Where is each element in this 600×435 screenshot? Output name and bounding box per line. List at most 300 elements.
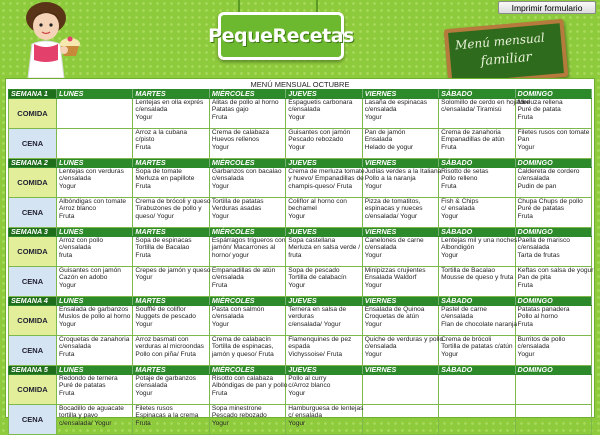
- dish-line: Yogur: [135, 113, 153, 121]
- menu-cell[interactable]: [209, 267, 285, 297]
- menu-cell[interactable]: [133, 375, 209, 405]
- week-header-row: [9, 297, 592, 306]
- dish-line: Yogur: [364, 251, 382, 259]
- menu-cell[interactable]: [362, 405, 438, 435]
- menu-cell[interactable]: [515, 306, 591, 336]
- week-label: SEMANA 5: [9, 366, 57, 375]
- menu-cell[interactable]: [515, 375, 591, 405]
- dish-line: Fruta: [135, 182, 151, 190]
- menu-cell[interactable]: [439, 267, 515, 297]
- dish-line: Tarta de frutas: [517, 251, 560, 259]
- dish-line: Crema de merluza tomate: [288, 168, 365, 175]
- dish-line: Fruta: [59, 212, 75, 220]
- dish-line: Yogur: [517, 143, 535, 151]
- dish-line: Vichyssoise/ Fruta: [288, 350, 343, 358]
- dish-line: Arroz a la cubana: [135, 129, 188, 136]
- dish-line: Yogur: [211, 143, 229, 151]
- dish-line: Pan de jamón: [364, 129, 406, 136]
- dish-line: fruta: [288, 251, 302, 259]
- dish-line: Fruta: [517, 320, 533, 328]
- dish-line: Tortilla de espinacas,: [211, 343, 274, 351]
- menu-cell[interactable]: [209, 237, 285, 267]
- menu-cell[interactable]: [362, 306, 438, 336]
- dish-line: Huevos rellenos: [211, 136, 260, 144]
- day-header: SÁBADO: [439, 159, 515, 168]
- dish-line: Pollo relleno: [441, 175, 478, 183]
- dish-line: espinacas y nueces: [364, 205, 423, 213]
- dish-line: Yogur: [211, 419, 229, 427]
- dish-line: Tortilla de Bacalao: [135, 244, 190, 252]
- menu-cell[interactable]: [439, 405, 515, 435]
- dish-line: c/ensalada: [441, 313, 474, 321]
- dish-line: Crema de calabaza: [211, 129, 270, 136]
- dish-line: Yogur: [364, 350, 382, 358]
- dish-line: c/ensalada: [59, 175, 91, 183]
- dish-line: Guisantes con jamón: [288, 129, 351, 136]
- dish-line: c/ensalada: [364, 343, 397, 351]
- dish-line: Crema de zanahoria: [441, 129, 501, 136]
- menu-cell[interactable]: [362, 336, 444, 366]
- day-header: DOMINGO: [515, 297, 591, 306]
- day-header: MARTES: [133, 90, 209, 99]
- menu-cell[interactable]: [209, 99, 285, 129]
- dish-line: Fruta: [59, 389, 75, 397]
- day-header: DOMINGO: [515, 90, 591, 99]
- dish-line: c/ensalada: [135, 106, 168, 114]
- dish-line: jamón y queso/ Fruta: [211, 350, 274, 358]
- dish-line: c/ensalada: [59, 343, 91, 351]
- menu-cell[interactable]: [515, 168, 591, 198]
- dish-line: Nuggets de pescado: [135, 313, 196, 321]
- dish-line: Arroz con pollo: [59, 237, 103, 244]
- menu-cell[interactable]: [439, 336, 515, 366]
- day-header: LUNES: [57, 297, 133, 306]
- dish-line: Sopa de tomate: [135, 168, 182, 175]
- day-header: SÁBADO: [439, 366, 515, 375]
- dish-line: Fruta: [211, 281, 228, 289]
- comida-label: COMIDA: [9, 237, 57, 267]
- dish-line: Filetes rusos con tomate: [517, 129, 590, 136]
- dish-line: Yogur: [441, 251, 459, 259]
- dish-line: Yogur: [59, 281, 76, 289]
- dish-line: Flan de chocolate naranja: [441, 320, 517, 328]
- menu-cell[interactable]: [515, 267, 594, 297]
- day-header: JUEVES: [286, 159, 362, 168]
- dish-line: Merluza en papillote: [135, 175, 195, 183]
- dish-line: c/ensalada: [59, 244, 91, 252]
- dish-line: c/pisto: [135, 136, 155, 144]
- week-header-row: [9, 366, 592, 375]
- dish-line: Risotto de setas: [441, 168, 489, 175]
- dish-line: Puré de patatas: [517, 205, 565, 213]
- dish-line: Sopa castellana: [288, 237, 336, 244]
- menu-cell[interactable]: [133, 237, 209, 267]
- dish-line: Minipizzas crujientes: [364, 267, 426, 274]
- dish-line: Yogur: [288, 212, 306, 220]
- dish-line: Pudin de pan: [517, 182, 557, 190]
- dish-line: Yogur: [135, 389, 153, 397]
- menu-cell[interactable]: [57, 267, 133, 297]
- dish-line: Lasaña de espinacas: [364, 99, 428, 106]
- dish-line: Paella de marisco: [517, 237, 570, 244]
- day-header: MIÉRCOLES: [209, 159, 285, 168]
- dish-line: Yogur: [135, 274, 153, 282]
- dish-line: bechamel: [288, 205, 317, 213]
- dish-line: Caldereta de cordero: [517, 168, 580, 175]
- dish-line: c/ensalada: [135, 382, 168, 390]
- menu-cell[interactable]: [439, 375, 515, 405]
- menu-cell[interactable]: [362, 168, 442, 198]
- menu-cell[interactable]: [57, 129, 133, 159]
- cena-label: CENA: [9, 267, 57, 297]
- day-header: LUNES: [57, 228, 133, 237]
- menu-cell[interactable]: [286, 336, 362, 366]
- menu-cell[interactable]: [57, 168, 133, 198]
- dish-line: Croquetas de zanahoria: [59, 336, 130, 343]
- menu-cell[interactable]: [362, 198, 438, 228]
- dish-line: Flamenquines de pez: [288, 336, 352, 343]
- menu-cell[interactable]: [57, 198, 133, 228]
- menu-cell[interactable]: [209, 375, 288, 405]
- dish-line: Arroz blanco: [59, 205, 97, 213]
- dish-line: Espaguetis carbonara: [288, 99, 353, 106]
- cena-row: [9, 198, 592, 228]
- dish-line: Canelones de carne: [364, 237, 424, 244]
- day-header: JUEVES: [286, 90, 362, 99]
- dish-line: c/Arroz blanco: [288, 382, 331, 390]
- pequerecetas-logo[interactable]: [208, 12, 354, 60]
- comida-label: COMIDA: [9, 99, 57, 129]
- dish-line: Yogur: [364, 182, 382, 190]
- dish-line: c/ensalada/ Yogur: [364, 212, 418, 220]
- dish-line: Fruta: [211, 113, 228, 121]
- dish-line: Bocadillo de aguacate: [59, 405, 124, 412]
- day-header: SÁBADO: [439, 228, 515, 237]
- menu-cell[interactable]: [362, 237, 438, 267]
- dish-line: Burritos de pollo: [517, 336, 566, 343]
- dish-line: Crema de brócoli: [441, 336, 492, 343]
- dish-line: Yogur: [364, 113, 382, 121]
- day-header: VIERNES: [362, 159, 438, 168]
- dish-line: Muslos de pollo al horno: [59, 313, 131, 321]
- dish-line: Redondo de ternera: [59, 375, 118, 382]
- menu-cell[interactable]: [515, 129, 591, 159]
- menu-cell[interactable]: [57, 405, 133, 435]
- day-header: VIERNES: [362, 90, 438, 99]
- cena-label: CENA: [9, 336, 57, 366]
- dish-line: Pollo con piña/ Fruta: [135, 350, 196, 358]
- dish-line: Filetes rusos: [135, 405, 173, 412]
- dish-line: Fish & Chips: [441, 198, 479, 205]
- dish-line: Risotto con calabaza: [211, 375, 274, 382]
- dish-line: Fruta: [59, 350, 75, 358]
- dish-line: Tortilla de Bacalao: [441, 267, 495, 274]
- dish-line: c/ ensalada: [441, 205, 475, 213]
- dish-line: Espárragos trigueros con: [211, 237, 286, 244]
- dish-line: Yogur: [517, 350, 535, 358]
- dish-line: Verduras asadas: [211, 205, 262, 213]
- dish-line: Mousse de queso y fruta: [441, 274, 514, 282]
- header: [0, 0, 600, 78]
- day-header: DOMINGO: [515, 366, 591, 375]
- chalkboard-sign: [444, 19, 569, 87]
- dish-line: tortilla y pavo: [59, 412, 98, 420]
- dish-line: Cazón en adobo: [59, 274, 108, 282]
- dish-line: Puré de patatas: [59, 382, 106, 390]
- menu-cell[interactable]: [209, 336, 285, 366]
- dish-line: Yogur: [288, 143, 306, 151]
- menu-cell[interactable]: [515, 237, 591, 267]
- day-header: MIÉRCOLES: [209, 366, 285, 375]
- menu-cell[interactable]: [133, 405, 209, 435]
- menu-cell[interactable]: [133, 129, 209, 159]
- week-label: SEMANA 4: [9, 297, 57, 306]
- menu-cell[interactable]: [209, 168, 285, 198]
- dish-line: Yogur: [59, 182, 76, 190]
- week-header-row: [9, 159, 592, 168]
- menu-cell[interactable]: [439, 129, 515, 159]
- menu-title: MENÚ MENSUAL OCTUBRE: [250, 80, 350, 89]
- dish-line: jamón/ Macarrones al: [211, 244, 276, 252]
- dish-line: y huevo/ Empanadillas de: [288, 175, 364, 183]
- menu-cell[interactable]: [57, 237, 133, 267]
- dish-line: Yogur: [135, 320, 153, 328]
- day-header: SÁBADO: [439, 90, 515, 99]
- menu-cell[interactable]: [286, 405, 362, 435]
- menu-cell[interactable]: [57, 336, 133, 366]
- dish-line: Tortilla de patatas: [211, 198, 264, 205]
- menu-cell[interactable]: [286, 168, 365, 198]
- dish-line: Tirabuzones de pollo y: [135, 205, 202, 213]
- menu-cell[interactable]: [57, 99, 133, 129]
- dish-line: Ensalada de Quinoa: [364, 306, 425, 313]
- menu-cell[interactable]: [439, 198, 515, 228]
- dish-line: c/ensalada/ Tiramisú: [441, 106, 502, 114]
- day-header: JUEVES: [286, 228, 362, 237]
- dish-line: Lentejas mil y una noches: [441, 237, 518, 244]
- day-header: LUNES: [57, 159, 133, 168]
- dish-line: Fruta: [517, 212, 533, 220]
- dish-line: Fruta: [517, 281, 533, 289]
- dish-line: c/ensalada/ Yogur: [288, 320, 341, 328]
- comida-label: COMIDA: [9, 375, 57, 405]
- menu-cell[interactable]: [286, 198, 362, 228]
- dish-line: c/ensalada/ Yogur: [59, 419, 112, 427]
- dish-line: Merluza rellena: [517, 99, 563, 106]
- dish-line: Empanadillas de atún: [211, 267, 276, 274]
- day-header: DOMINGO: [515, 228, 591, 237]
- menu-cell[interactable]: [209, 405, 285, 435]
- comida-row: [9, 375, 592, 405]
- cena-label: CENA: [9, 129, 57, 159]
- dish-line: Albondigón: [441, 244, 475, 252]
- menu-cell[interactable]: [286, 306, 362, 336]
- menu-cell[interactable]: [209, 306, 285, 336]
- comida-row: [9, 237, 592, 267]
- dish-line: Garbanzos con bacalao: [211, 168, 282, 175]
- menu-cell[interactable]: [439, 237, 518, 267]
- menu-cell[interactable]: [286, 99, 362, 129]
- dish-line: Crema de calabacín: [211, 336, 271, 343]
- dish-line: queso/ Yogur: [135, 212, 174, 220]
- day-header: JUEVES: [286, 366, 362, 375]
- dish-line: c/ensalada: [288, 106, 321, 114]
- dish-line: Crema de brócoli y queso: [135, 198, 211, 205]
- dish-line: Yogur: [211, 320, 229, 328]
- dish-line: Guisantes con jamón: [59, 267, 121, 274]
- logo-text: PequeRecetas: [208, 25, 354, 47]
- dish-line: Fruta: [135, 251, 151, 259]
- day-header: MIÉRCOLES: [209, 90, 285, 99]
- dish-line: Judías verdes a la Italiana: [364, 168, 442, 175]
- dish-line: Pescado rebozado: [288, 136, 344, 144]
- board-line-2: familiar: [480, 49, 533, 70]
- dish-line: Albóndigas con tomate: [59, 198, 127, 205]
- comida-row: [9, 168, 592, 198]
- dish-line: Soufflé de coliflor: [135, 306, 186, 313]
- dish-line: Chupa Chups de pollo: [517, 198, 583, 205]
- dish-line: Fruta: [135, 419, 151, 427]
- menu-cell[interactable]: [515, 336, 591, 366]
- dish-line: Empanadillas de atún: [441, 136, 505, 144]
- dish-line: Ensalada Waldorf: [364, 274, 417, 282]
- dish-line: c/ ensalada: [288, 412, 322, 420]
- day-header: JUEVES: [286, 297, 362, 306]
- dish-line: Tortilla de patatas c/atún: [441, 343, 513, 351]
- menu-cell[interactable]: [133, 267, 209, 297]
- dish-line: Pescado rebozado: [211, 412, 267, 420]
- menu-cell[interactable]: [133, 306, 209, 336]
- menu-cell[interactable]: [286, 129, 362, 159]
- dish-line: Yogur: [288, 281, 306, 289]
- dish-line: Albóndigas de pan y pollo: [211, 382, 288, 390]
- dish-line: c/ensalada: [517, 175, 550, 183]
- cena-row: [9, 267, 592, 297]
- day-header: LUNES: [57, 366, 133, 375]
- chef-illustration: [4, 0, 90, 78]
- dish-line: Yogur: [211, 182, 229, 190]
- dish-line: Sopa de espinacas: [135, 237, 192, 244]
- menu-cell[interactable]: [362, 375, 438, 405]
- menu-cell[interactable]: [286, 267, 362, 297]
- day-header: MARTES: [133, 159, 209, 168]
- menu-cell[interactable]: [362, 129, 438, 159]
- dish-line: c/ensalada: [364, 106, 397, 114]
- menu-cell[interactable]: [133, 336, 209, 366]
- menu-cell[interactable]: [133, 168, 209, 198]
- menu-cell[interactable]: [515, 198, 591, 228]
- cena-label: CENA: [9, 405, 57, 435]
- dish-line: Pasta con salmón: [211, 306, 265, 313]
- week-label: SEMANA 3: [9, 228, 57, 237]
- dish-line: fruta: [59, 251, 73, 259]
- dish-line: Quiche de verduras y pollo: [364, 336, 444, 343]
- dish-line: Pizza de tomatitos,: [364, 198, 421, 205]
- dish-line: Helado de yogur: [364, 143, 414, 151]
- menu-cell[interactable]: [209, 198, 285, 228]
- dish-line: Ternera en salsa de: [288, 306, 347, 313]
- dish-line: Tortilla de calabacín: [288, 274, 347, 282]
- menu-cell[interactable]: [57, 306, 133, 336]
- day-header: VIERNES: [362, 297, 438, 306]
- dish-line: Lentejas con verduras: [59, 168, 124, 175]
- dish-line: Patatas gajo: [211, 106, 249, 114]
- dish-line: Yogur: [364, 320, 382, 328]
- menu-cell[interactable]: [57, 375, 133, 405]
- dish-line: c/ensalada: [517, 343, 550, 351]
- dish-line: Yogur: [288, 419, 306, 427]
- day-header: MIÉRCOLES: [209, 228, 285, 237]
- week-label: SEMANA 1: [9, 90, 57, 99]
- dish-line: Fruta: [517, 113, 533, 121]
- dish-line: Ensalada de garbanzos: [59, 306, 129, 313]
- week-header-row: [9, 228, 592, 237]
- menu-cell[interactable]: [286, 237, 362, 267]
- dish-line: Yogur: [59, 320, 76, 328]
- menu-cell[interactable]: [133, 99, 209, 129]
- comida-row: [9, 306, 592, 336]
- print-form-button[interactable]: Imprimir formulario: [498, 1, 596, 14]
- menu-table: [8, 89, 592, 435]
- dish-line: Alitas de pollo al horno: [211, 99, 279, 106]
- day-header: MIÉRCOLES: [209, 297, 285, 306]
- comida-label: COMIDA: [9, 168, 57, 198]
- dish-line: Coliflor al horno con: [288, 198, 347, 205]
- dish-line: espada: [288, 343, 310, 351]
- dish-line: Pan de pita: [517, 274, 551, 282]
- dish-line: Pollo al curry: [288, 375, 327, 382]
- dish-line: Puré de patata: [517, 106, 561, 114]
- week-label: SEMANA 2: [9, 159, 57, 168]
- dish-line: horno/ yogur: [211, 251, 249, 259]
- cena-row: [9, 336, 592, 366]
- menu-cell[interactable]: [515, 99, 591, 129]
- menu-cell[interactable]: [286, 375, 362, 405]
- dish-line: Solomillo de cerdo en hojaldre: [441, 99, 530, 106]
- menu-cell[interactable]: [439, 306, 515, 336]
- dish-line: Ensalada: [364, 136, 393, 144]
- dish-line: Patatas panadera: [517, 306, 570, 313]
- menu-cell[interactable]: [362, 99, 438, 129]
- dish-line: Fruta: [135, 143, 151, 151]
- dish-line: Yogur: [364, 281, 382, 289]
- dish-line: c/ensalada: [211, 274, 244, 282]
- menu-cell[interactable]: [362, 267, 438, 297]
- menu-cell[interactable]: [515, 405, 591, 435]
- dish-line: Yogur: [441, 212, 459, 220]
- dish-line: Merluza en salsa verde /: [288, 244, 361, 252]
- board-line-1: Menú mensual: [454, 30, 546, 53]
- menu-cell[interactable]: [209, 129, 285, 159]
- day-header: DOMINGO: [515, 159, 591, 168]
- dish-line: Croquetas de atún: [364, 313, 419, 321]
- dish-line: champis-queso/ Fruta: [288, 182, 353, 190]
- dish-line: Keftas con salsa de yogur: [517, 267, 594, 274]
- dish-line: Pollo a la naranja: [364, 175, 416, 183]
- dish-line: Yogur: [288, 389, 306, 397]
- menu-cell[interactable]: [439, 168, 515, 198]
- day-header: VIERNES: [362, 228, 438, 237]
- menu-cell[interactable]: [133, 198, 209, 228]
- day-header: LUNES: [57, 90, 133, 99]
- menu-sheet: [5, 78, 595, 427]
- dish-line: c/ensalada: [211, 175, 244, 183]
- dish-line: Yogur: [211, 212, 229, 220]
- dish-line: Sopa minestrone: [211, 405, 262, 412]
- dish-line: Pastel de carne: [441, 306, 487, 313]
- dish-line: c/ensalada: [517, 244, 550, 252]
- dish-line: verduras: [288, 313, 314, 321]
